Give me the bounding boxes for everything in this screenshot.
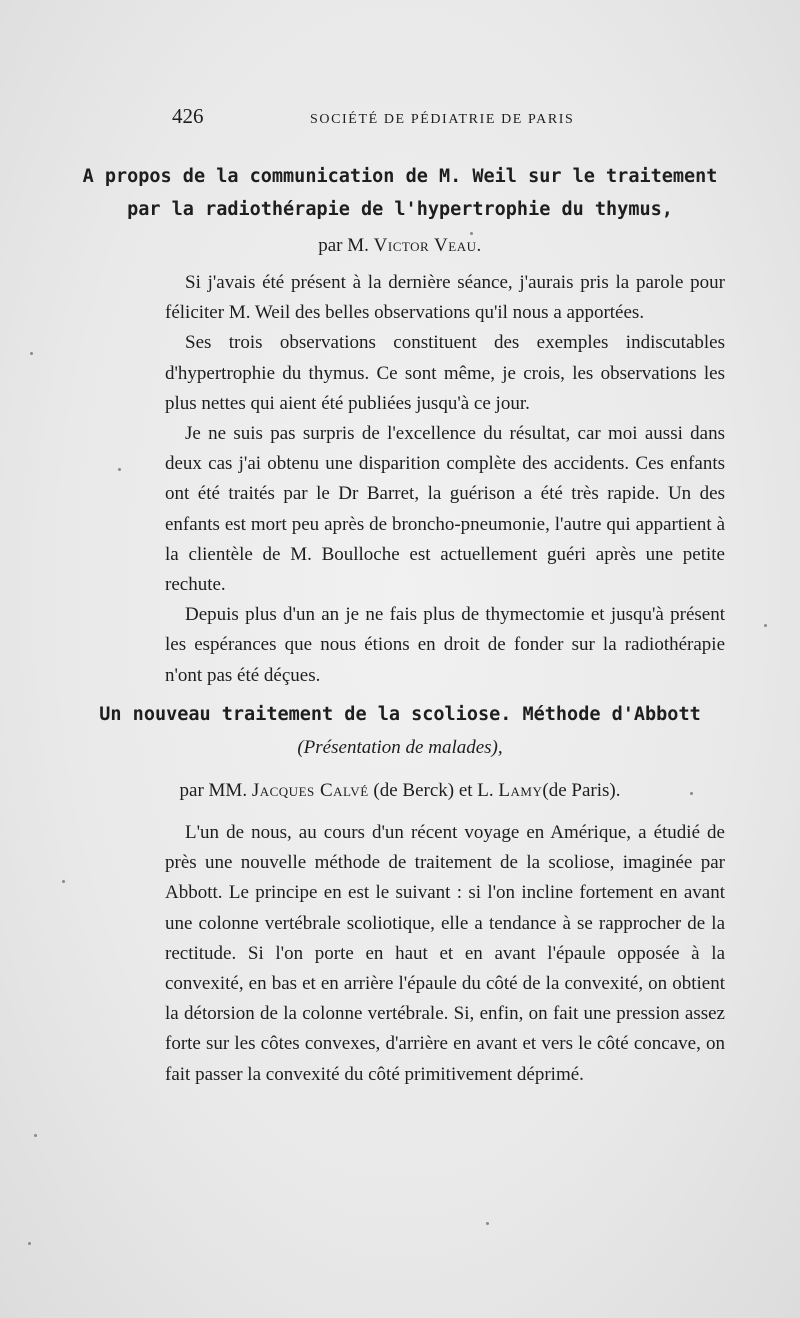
scan-speck xyxy=(690,792,693,795)
scan-speck xyxy=(764,624,767,627)
page-number: 426 xyxy=(172,104,204,128)
article1-byline xyxy=(0,235,800,257)
scan-speck xyxy=(28,1242,31,1245)
scan-speck xyxy=(118,468,121,471)
article1-title-line2: par la radiothérapie de l'hypertrophie du thymus, xyxy=(127,199,673,220)
author-name: Victor Veau. xyxy=(373,235,482,256)
paragraph: Depuis plus d'un an je ne fais plus de thymectomie et jusqu'à présent les espérances que nous étions en droit de fonder sur la radiothérapie n'ont pas été déçues. xyxy=(165,604,725,686)
author-affiliation: (de Berck) et L. xyxy=(373,780,494,801)
article2-subtitle: (Présentation de malades), xyxy=(297,737,503,758)
scan-speck xyxy=(62,880,65,883)
paragraph: Ses trois observations constituent des exemples indiscutables d'hypertrophie du thymus. Ce sont même, je crois, les observations les plus nettes qui aient été publiées jusqu'à ce jour. xyxy=(165,332,725,414)
scan-speck xyxy=(34,1134,37,1137)
page-header xyxy=(172,104,732,134)
article1-title-line1: A propos de la communication de M. Weil sur le traitement xyxy=(82,166,718,187)
article2-title: Un nouveau traitement de la scoliose. Méthode d'Abbott xyxy=(99,704,701,725)
scan-speck xyxy=(30,352,33,355)
article2-body xyxy=(165,818,725,1090)
author-name: Jacques Calvé xyxy=(251,780,369,801)
scan-speck xyxy=(486,1222,489,1225)
scan-speck xyxy=(470,232,473,235)
author-name: Lamy xyxy=(498,780,543,801)
byline-prefix: par M. xyxy=(318,235,369,256)
paragraph: Je ne suis pas surpris de l'excellence du résultat, car moi aussi dans deux cas j'ai obtenu une disparition complète des accidents. Ces enfants ont été traités par le Dr Barret, la guérison a été très rapide. Un des enfants est mort peu après de broncho-pneumonie, l'autre qui appartient à la clientèle de M. Boulloche est actuellement guéri après une petite rechute. xyxy=(165,423,725,596)
running-title: SOCIÉTÉ DE PÉDIATRIE DE PARIS xyxy=(310,112,575,127)
byline-prefix: par MM. xyxy=(179,780,248,801)
paragraph: L'un de nous, au cours d'un récent voyage en Amérique, a étudié de près une nouvelle méthode de traitement de la scoliose, imaginée par Abbott. Le principe en est le suivant : si l'on incline fortement en avant une colonne vertébrale scoliotique, elle a tendance à se rapprocher de la rectitude. Si l'on porte en haut et en avant l'épaule opposée à la convexité, en bas et en arrière l'épaule du côté de la convexité, on obtient la détorsion de la colonne vertébrale. Si, enfin, on fait une pression assez forte sur les côtes convexes, d'arrière en avant et vers le côté concave, on fait passer la convexité du côté primitivement déprimé. xyxy=(165,822,725,1085)
article2-byline xyxy=(0,780,800,802)
article1-body xyxy=(165,268,725,691)
author-affiliation: (de Paris). xyxy=(542,780,621,801)
paragraph: Si j'avais été présent à la dernière séance, j'aurais pris la parole pour féliciter M. Weil des belles observations qu'il nous a apportées. xyxy=(165,272,725,324)
